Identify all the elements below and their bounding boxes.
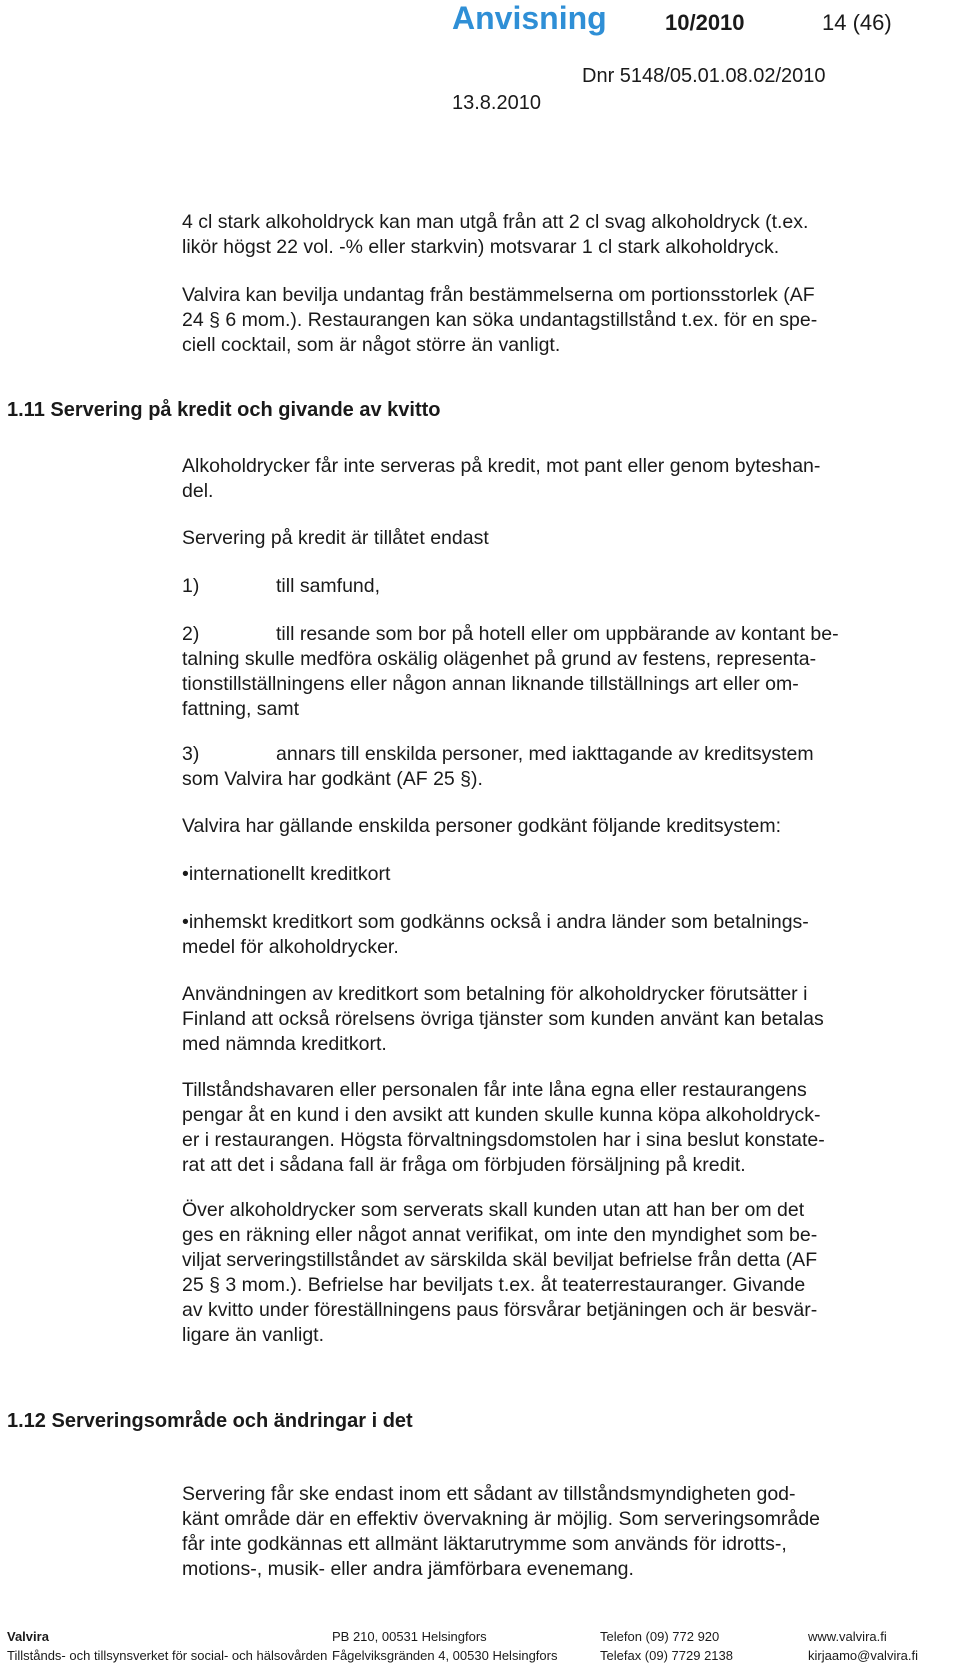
text-line: får inte godkännas ett allmänt läktarutrymme som används för idrotts-, [182, 1533, 787, 1555]
text-line: till samfund, [276, 575, 381, 597]
intro-paragraph-2 [182, 283, 942, 358]
footer-org-short: Valvira [7, 1629, 49, 1644]
list-number: 3) [182, 743, 200, 765]
diary-number: Dnr 5148/05.01.08.02/2010 [582, 65, 826, 87]
text-line: Tillståndshavaren eller personalen får inte låna egna eller restaurangens [182, 1079, 807, 1101]
section11-paragraph-4 [182, 982, 942, 1057]
text-line: er i restaurangen. Högsta förvaltningsdomstolen har i sina beslut konstate- [182, 1129, 825, 1151]
list-number: 1) [182, 575, 200, 597]
section11-paragraph-1 [182, 454, 942, 504]
text-line: rat att det i sådana fall är fråga om förbjuden försäljning på kredit. [182, 1154, 746, 1176]
text-line: annars till enskilda personer, med iakttagande av kreditsystem [276, 743, 814, 765]
text-line: Valvira kan bevilja undantag från bestämmelserna om portionsstorlek (AF [182, 284, 815, 306]
text-line: talning skulle medföra oskälig olägenhet på grund av festens, representa- [182, 648, 817, 670]
text-line: pengar åt en kund i den avsikt att kunden skulle kunna köpa alkoholdryck- [182, 1104, 821, 1126]
text-line: motions-, musik- eller andra jämförbara evenemang. [182, 1558, 634, 1580]
page-number: 14 (46) [822, 10, 892, 35]
text-line: viljat serveringstillståndet av särskilda skäl beviljat befrielse från detta (AF [182, 1249, 818, 1271]
text-line: som Valvira har godkänt (AF 25 §). [182, 768, 483, 790]
text-line: •internationellt kreditkort [182, 863, 391, 885]
text-line: ligare än vanligt. [182, 1324, 325, 1346]
section11-paragraph-2 [182, 526, 942, 551]
text-line: medel för alkoholdrycker. [182, 936, 399, 958]
document-number: 10/2010 [665, 10, 745, 35]
footer-phone: Telefon (09) 772 920 [600, 1629, 720, 1644]
bullet-item-1 [182, 862, 942, 887]
section11-paragraph-5 [182, 1078, 942, 1178]
section11-paragraph-3 [182, 814, 942, 839]
footer-website-link[interactable]: www.valvira.fi [808, 1629, 887, 1644]
text-line: Finland att också rörelsens övriga tjänster som kunden använt kan betalas [182, 1008, 824, 1030]
text-line: 25 § 3 mom.). Befrielse har beviljats t.ex. åt teaterrestauranger. Givande [182, 1274, 806, 1296]
text-line: Servering får ske endast inom ett sådant av tillståndsmyndigheten god- [182, 1483, 796, 1505]
page-footer [0, 1612, 960, 1667]
text-line: Servering på kredit är tillåtet endast [182, 527, 489, 549]
section11-paragraph-6 [182, 1198, 942, 1348]
text-line: tionstillställningens eller någon annan liknande tillställnings art eller om- [182, 673, 799, 695]
document-date: 13.8.2010 [452, 92, 541, 114]
text-line: Över alkoholdrycker som serverats skall kunden utan att han ber om det [182, 1199, 805, 1221]
section-heading-1-12: 1.12 Serveringsområde och ändringar i det [7, 1410, 413, 1432]
text-line: ges en räkning eller något annat verifikat, om inte den myndighet som be- [182, 1224, 818, 1246]
text-line: 4 cl stark alkoholdryck kan man utgå från att 2 cl svag alkoholdryck (t.ex. [182, 211, 809, 233]
text-line: del. [182, 480, 214, 502]
text-line: Valvira har gällande enskilda personer godkänt följande kreditsystem: [182, 815, 782, 837]
document-type-title: Anvisning [452, 0, 607, 36]
text-line: fattning, samt [182, 698, 300, 720]
text-line: •inhemskt kreditkort som godkänns också i andra länder som betalnings- [182, 911, 809, 933]
text-line: av kvitto under föreställningens paus försvårar betjäningen och är besvär- [182, 1299, 818, 1321]
footer-fax: Telefax (09) 7729 2138 [600, 1648, 733, 1663]
list-item-1 [182, 574, 942, 599]
text-line: Användningen av kreditkort som betalning för alkoholdrycker förutsätter i [182, 983, 808, 1005]
footer-postal-address: PB 210, 00531 Helsingfors [332, 1629, 487, 1644]
text-line: med nämnda kreditkort. [182, 1033, 387, 1055]
bullet-item-2 [182, 910, 942, 960]
text-line: till resande som bor på hotell eller om uppbärande av kontant be- [276, 623, 839, 645]
section12-paragraph-1 [182, 1482, 942, 1582]
list-item-3 [182, 742, 942, 792]
text-line: likör högst 22 vol. -% eller starkvin) motsvarar 1 cl stark alkoholdryck. [182, 236, 780, 258]
text-line: ciell cocktail, som är något större än vanligt. [182, 334, 561, 356]
footer-street-address: Fågelviksgränden 4, 00530 Helsingfors [332, 1648, 558, 1663]
list-number: 2) [182, 623, 200, 645]
text-line: 24 § 6 mom.). Restaurangen kan söka undantagstillstånd t.ex. för en spe- [182, 309, 818, 331]
text-line: känt område där en effektiv övervakning är möjlig. Som serveringsområde [182, 1508, 821, 1530]
intro-paragraph-1 [182, 210, 942, 260]
text-line: Alkoholdrycker får inte serveras på kredit, mot pant eller genom byteshan- [182, 455, 821, 477]
footer-org-full: Tillstånds- och tillsynsverket för social- och hälsovården [7, 1648, 328, 1663]
footer-email-link[interactable]: kirjaamo@valvira.fi [808, 1648, 918, 1663]
section-heading-1-11: 1.11 Servering på kredit och givande av kvitto [7, 399, 441, 421]
list-item-2 [182, 622, 942, 722]
